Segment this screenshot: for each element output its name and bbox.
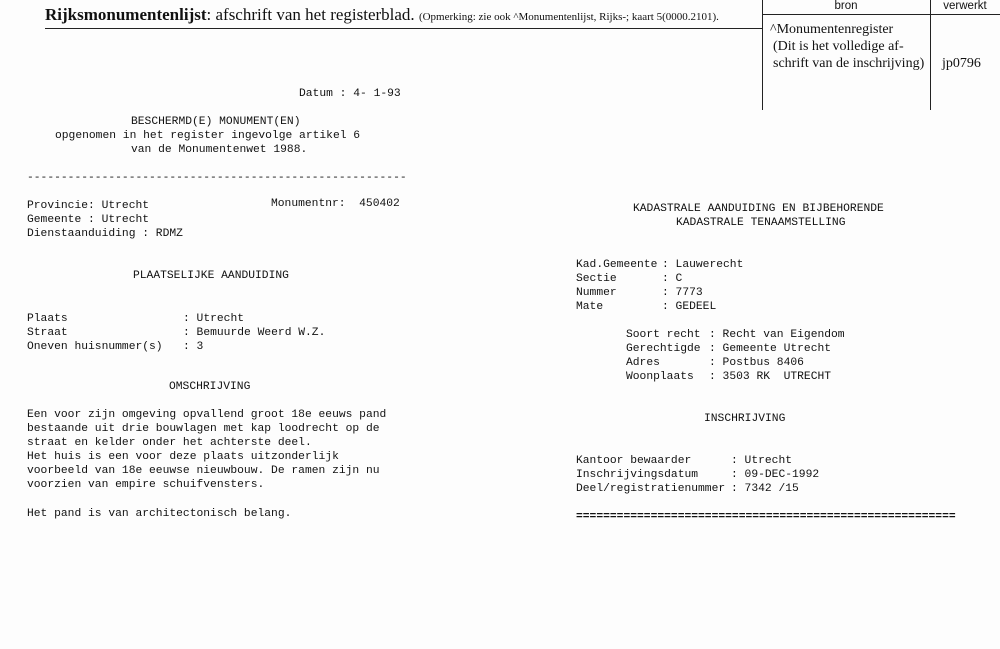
straat-label: Straat [27,327,68,339]
woonplaats-label: Woonplaats [626,371,694,383]
kad-gemeente-label: Kad.Gemeente [576,259,658,271]
mate-label: Mate [576,301,604,313]
datum-value: 4- 1-93 [353,88,401,100]
source-line-2: (Dit is het volledige af- [773,39,904,54]
datum-label: Datum : [299,88,347,100]
inschrijving-heading: INSCHRIJVING [704,413,786,425]
box-divider [930,0,931,110]
inschrijvingsdatum-value: : 09-DEC-1992 [731,469,820,481]
mate-value: : GEDEEL [662,301,717,313]
header-underline [45,28,763,29]
right-separator: ======================================================== [576,511,956,523]
title-rest: : afschrift van het registerblad. [206,5,415,24]
sectie-label: Sectie [576,273,617,285]
inschrijvingsdatum-label: Inschrijvingsdatum [576,469,699,481]
kantoor-value: : Utrecht [731,455,793,467]
huisnummer-label: Oneven huisnummer(s) [27,341,163,353]
gerechtigde-value: : Gemeente Utrecht [709,343,832,355]
datum-row [299,87,401,101]
adres-label: Adres [626,357,660,369]
provincie: Provincie: Utrecht [27,200,150,212]
nummer-value: : 7773 [662,287,703,299]
straat-value: : Bemuurde Weerd W.Z. [183,327,326,339]
description-line-4: Het huis is een voor deze plaats uitzonderlijk [27,451,339,463]
monumentnr-label: Monumentnr: [271,198,346,210]
monumentnr-value: 450402 [359,198,400,210]
huisnummer-value: : 3 [183,341,204,353]
bron-label: bron [834,0,858,12]
nummer-label: Nummer [576,287,617,299]
soort-recht-value: : Recht van Eigendom [709,329,845,341]
belang-statement: Het pand is van architectonisch belang. [27,508,292,520]
omschrijving-heading: OMSCHRIJVING [169,381,251,393]
box-left-border [762,0,763,110]
plaats-value: : Utrecht [183,313,245,325]
description-line-1: Een voor zijn omgeving opvallend groot 18e eeuws pand [27,409,387,421]
description-line-6: voorzien van empire schuifvensters. [27,479,265,491]
sectie-value: : C [662,273,683,285]
kadastrale-heading-1: KADASTRALE AANDUIDING EN BIJBEHORENDE [633,203,884,215]
document-title [45,5,719,25]
left-separator: -------------------------------------------------------- [27,172,407,184]
deel-value: : 7342 /15 [731,483,799,495]
source-line-1: ^Monumentenregister [770,22,894,37]
gerechtigde-label: Gerechtigde [626,343,701,355]
monumentnr-row [271,197,400,211]
processing-code: jp0796 [942,56,981,71]
law-heading: van de Monumentenwet 1988. [131,144,308,156]
soort-recht-label: Soort recht [626,329,701,341]
description-line-5: voorbeeld van 18e eeuwse nieuwbouw. De ramen zijn nu [27,465,380,477]
box-header-line [762,14,1000,15]
protected-heading: BESCHERMD(E) MONUMENT(EN) [131,116,301,128]
verwerkt-label: verwerkt [943,0,987,12]
description-line-2: bestaande uit drie bouwlagen met kap loodrecht op de [27,423,380,435]
kantoor-label: Kantoor bewaarder [576,455,692,467]
description-line-3: straat en kelder onder het achterste deel. [27,437,312,449]
title-note: (Opmerking: zie ook ^Monumentenlijst, Rijks-; kaart 5(0000.2101). [418,11,719,23]
title-bold: Rijksmonumentenlijst [45,5,207,24]
deel-label: Deel/registratienummer [576,483,726,495]
kad-gemeente-value: : Lauwerecht [662,259,744,271]
adres-value: : Postbus 8406 [709,357,804,369]
plaats-label: Plaats [27,313,68,325]
dienstaanduiding: Dienstaanduiding : RDMZ [27,228,183,240]
gemeente: Gemeente : Utrecht [27,214,150,226]
register-heading: opgenomen in het register ingevolge artikel 6 [55,130,361,142]
kadastrale-heading-2: KADASTRALE TENAAMSTELLING [676,217,846,229]
woonplaats-value: : 3503 RK UTRECHT [709,371,832,383]
source-line-3: schrift van de inschrijving) [773,56,925,71]
plaatselijke-heading: PLAATSELIJKE AANDUIDING [133,270,289,282]
